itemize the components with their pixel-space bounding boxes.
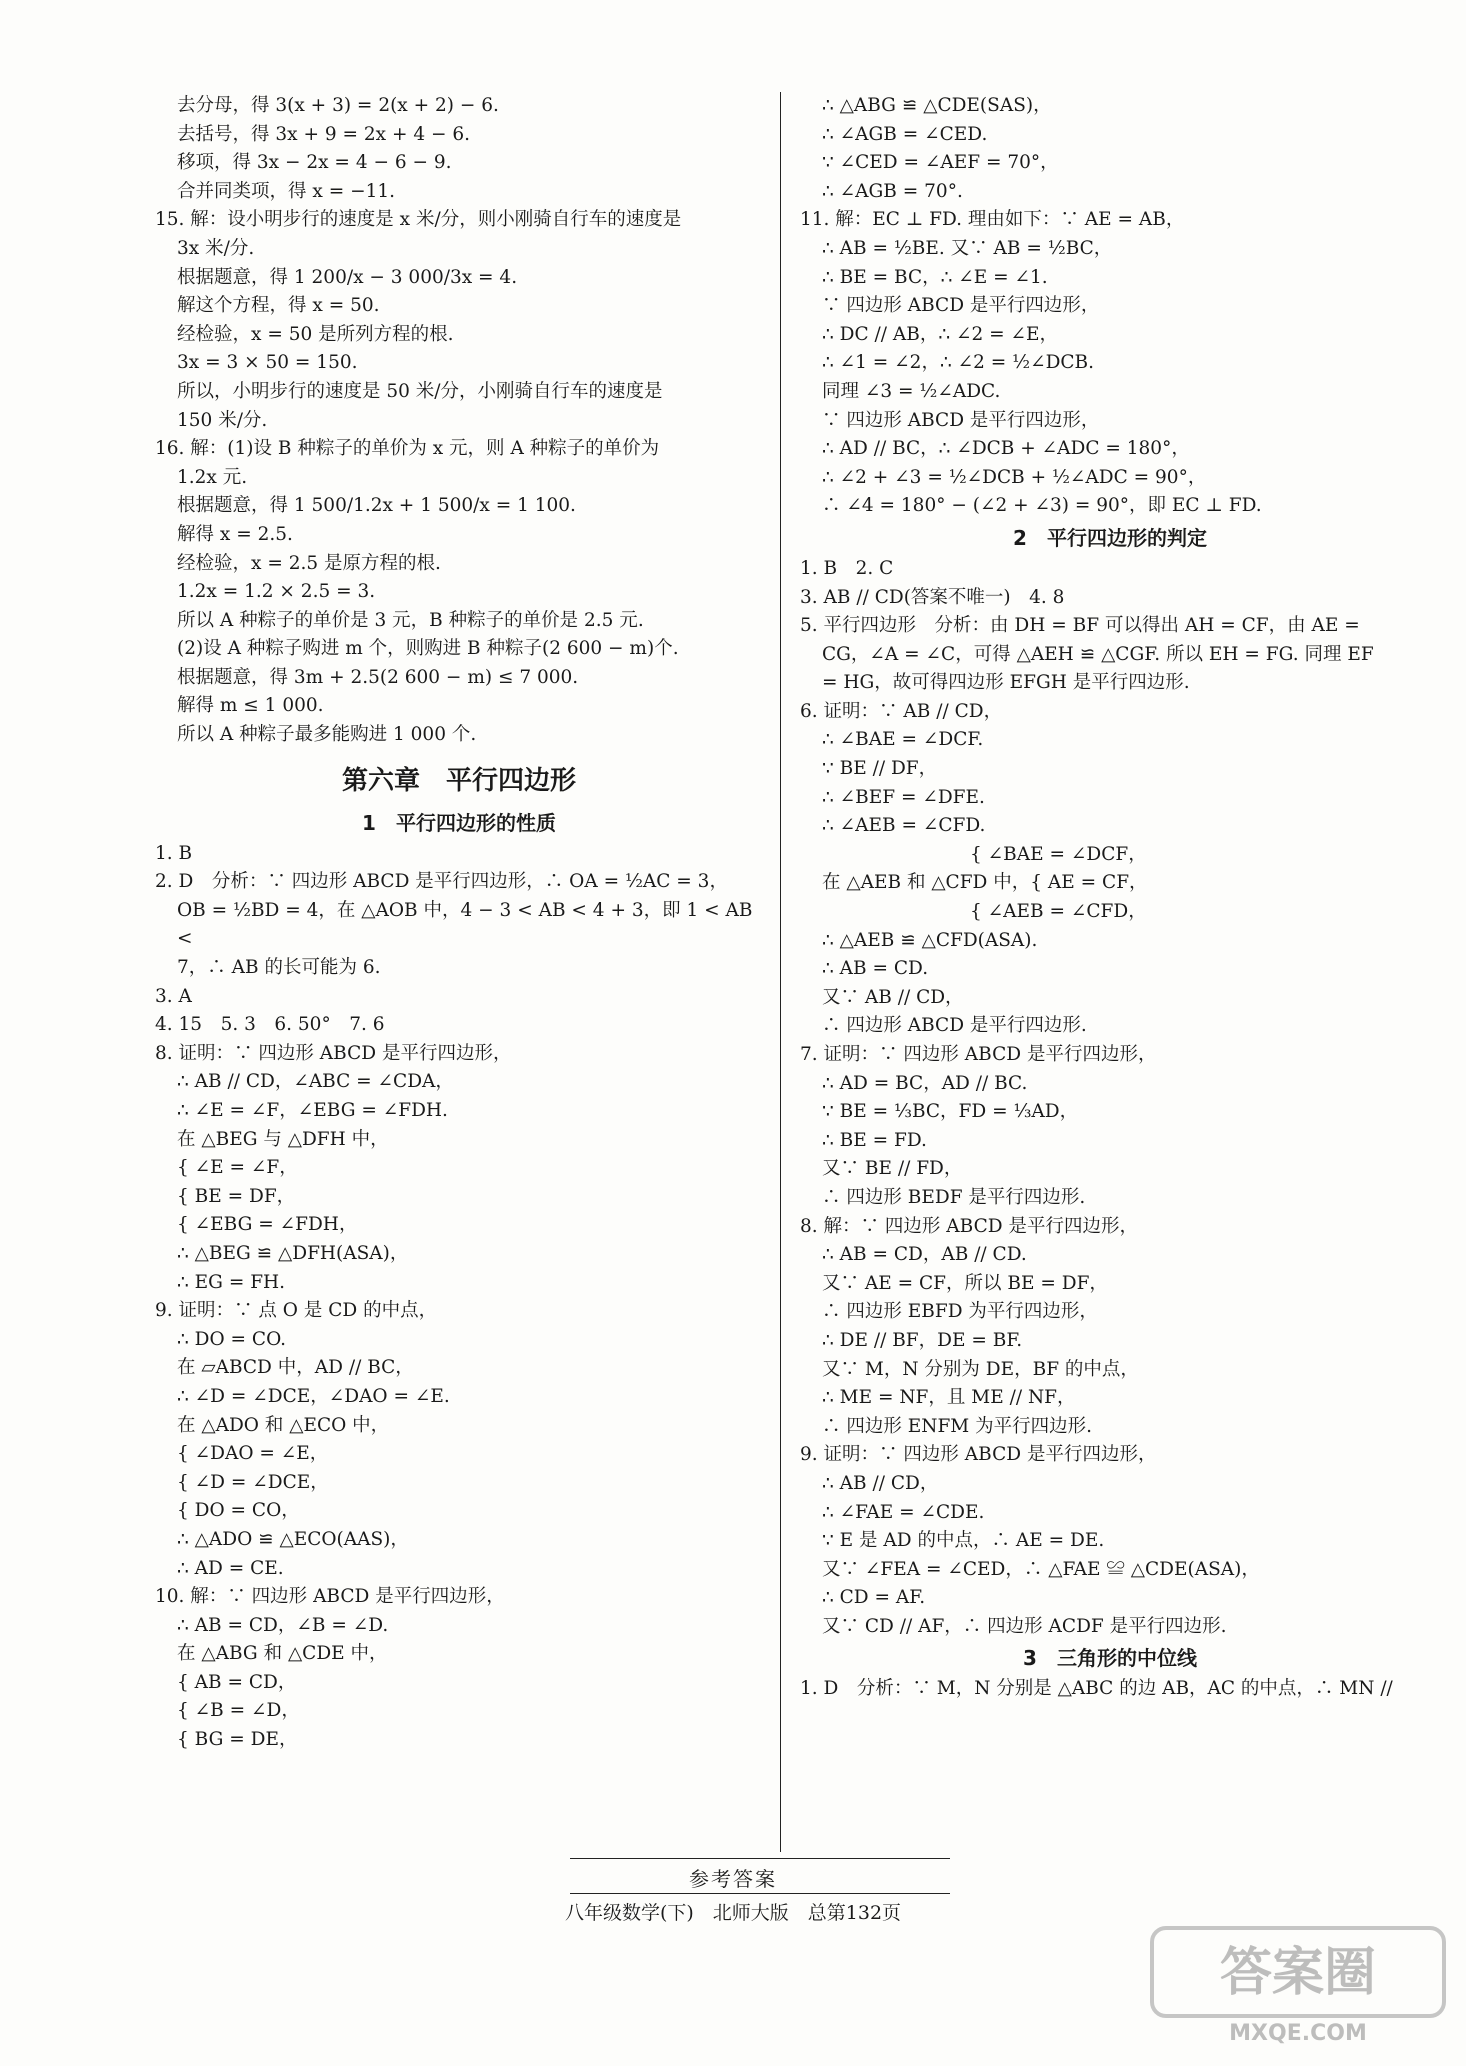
footer-page-info: 八年级数学(下) 北师大版 总第132页 <box>564 1902 902 1924</box>
answer-line: ∴ BE = FD. <box>822 1129 927 1151</box>
answer-line: ∴ DC // AB，∴ ∠2 = ∠E， <box>822 323 1059 345</box>
answer-line: 在 △BEG 与 △DFH 中， <box>177 1128 389 1150</box>
answer-line: { ∠B = ∠D， <box>177 1700 300 1722</box>
answer-line: ∴ EG = FH. <box>177 1271 286 1293</box>
answer-line: { BG = DE， <box>177 1729 298 1751</box>
answer-line: ∴ AB = CD. <box>822 958 929 980</box>
answer-line: { ∠D = ∠DCE， <box>177 1471 329 1493</box>
answer-line: 3x = 3 × 50 = 150. <box>177 352 358 374</box>
answer-line: 1. B 2. C <box>800 557 894 579</box>
answer-line: 根据题意，得 3m + 2.5(2 600 − m) ≤ 7 000. <box>177 666 579 688</box>
answer-line: ∴ △ADO ≌ △ECO(AAS)， <box>177 1528 409 1550</box>
answer-line: 1.2x 元. <box>177 466 248 488</box>
svg-text:MXQE.COM: MXQE.COM <box>1229 2021 1367 2046</box>
answer-line: 15. 解：设小明步行的速度是 x 米/分，则小刚骑自行车的速度是 <box>155 209 682 231</box>
answer-line: ∴ ∠AGB = ∠CED. <box>822 123 988 145</box>
section-title: 1 平行四边形的性质 <box>362 810 556 835</box>
answer-line: 4. 15 5. 3 6. 50° 7. 6 <box>155 1014 385 1036</box>
answer-line: 5. 平行四边形 分析：由 DH = BF 可以得出 AH = CF，由 AE = <box>800 615 1360 637</box>
answer-line: 解这个方程，得 x = 50. <box>177 295 380 317</box>
answer-line: ∴ ∠BEF = ∠DFE. <box>822 786 985 808</box>
section-title: 3 三角形的中位线 <box>1023 1646 1197 1671</box>
answer-line: 去分母，得 3(x + 3) = 2(x + 2) − 6. <box>177 95 499 116</box>
answer-line: 在 ▱ABCD 中，AD // BC， <box>177 1357 414 1379</box>
answer-line: { ∠DAO = ∠E， <box>177 1443 329 1465</box>
answer-line: 合并同类项，得 x = −11. <box>177 180 395 202</box>
answer-line: { BE = DF， <box>177 1185 296 1207</box>
answer-line: (2)设 A 种粽子购进 m 个，则购进 B 种粽子(2 600 − m)个. <box>177 638 679 660</box>
answer-line: 又∵ AE = CF，所以 BE = DF， <box>822 1272 1108 1294</box>
answer-line: 10. 解：∵ 四边形 ABCD 是平行四边形， <box>155 1586 505 1608</box>
answer-line: 所以，小明步行的速度是 50 米/分，小刚骑自行车的速度是 <box>177 380 663 402</box>
answer-line: 去括号，得 3x + 9 = 2x + 4 − 6. <box>177 123 471 145</box>
answer-line: ∴ △AEB ≌ △CFD(ASA). <box>822 929 1038 951</box>
answer-line: ∴ △BEG ≌ △DFH(ASA)， <box>177 1242 409 1264</box>
answer-line: ∴ AB = CD，∠B = ∠D. <box>177 1614 389 1636</box>
answer-line: 2. D 分析：∵ 四边形 ABCD 是平行四边形，∴ OA = ½AC = 3， <box>155 871 728 893</box>
answer-line: 同理 ∠3 = ½∠ADC. <box>822 380 1001 402</box>
answer-line: ∴ DE // BF，DE = BF. <box>822 1329 1023 1351</box>
answer-line: 又∵ CD // AF，∴ 四边形 ACDF 是平行四边形. <box>822 1615 1227 1637</box>
answer-line: 移项，得 3x − 2x = 4 − 6 − 9. <box>177 152 452 174</box>
answer-line: 又∵ ∠FEA = ∠CED，∴ △FAE ≌ △CDE(ASA)， <box>822 1558 1260 1580</box>
watermark-logo <box>1148 1918 1448 2048</box>
answer-line: ∴ ∠D = ∠DCE，∠DAO = ∠E. <box>177 1385 450 1407</box>
answer-line: { ∠AEB = ∠CFD， <box>822 901 1147 923</box>
answer-line: ∵ ∠CED = ∠AEF = 70°， <box>822 152 1059 174</box>
svg-text:答案圈: 答案圈 <box>1219 1943 1377 2003</box>
answer-line: { DO = CO， <box>177 1500 300 1522</box>
answer-line: { ∠BAE = ∠DCF， <box>822 843 1147 865</box>
answer-line: 根据题意，得 1 200/x − 3 000/3x = 4. <box>177 266 518 288</box>
answer-line: 9. 证明：∵ 四边形 ABCD 是平行四边形， <box>800 1444 1157 1466</box>
answer-line: 8. 解：∵ 四边形 ABCD 是平行四边形， <box>800 1215 1138 1237</box>
answer-line: 3. AB // CD(答案不唯一) 4. 8 <box>800 586 1065 608</box>
answer-line: ∴ AD // BC，∴ ∠DCB + ∠ADC = 180°， <box>822 438 1190 460</box>
answer-line: ∴ DO = CO. <box>177 1328 287 1350</box>
answer-line: 150 米/分. <box>177 409 268 431</box>
answer-line: ∴ ∠1 = ∠2，∴ ∠2 = ½∠DCB. <box>822 352 1095 374</box>
answer-line: 解得 x = 2.5. <box>177 523 293 545</box>
answer-line: ∵ BE // DF， <box>822 758 938 780</box>
answer-line: ∴ ∠AGB = 70°. <box>822 180 963 202</box>
answer-line: 11. 解：EC ⊥ FD. 理由如下：∵ AE = AB， <box>800 209 1185 231</box>
answer-line: 3x 米/分. <box>177 237 255 259</box>
answer-line: ∴ ∠BAE = ∠DCF. <box>822 729 984 751</box>
answer-line: ∴ 四边形 ABCD 是平行四边形. <box>822 1015 1087 1037</box>
answer-line: 又∵ M，N 分别为 DE，BF 的中点， <box>822 1358 1139 1380</box>
answer-line: ∴ ∠FAE = ∠CDE. <box>822 1501 985 1523</box>
answer-line: CG，∠A = ∠C，可得 △AEH ≌ △CGF. 所以 EH = FG. 同理 EF <box>822 643 1374 665</box>
answer-line: 所以 A 种粽子的单价是 3 元，B 种粽子的单价是 2.5 元. <box>177 609 644 631</box>
answer-line: 1. D 分析：∵ M，N 分别是 △ABC 的边 AB，AC 的中点，∴ MN // <box>800 1678 1393 1700</box>
answer-line: ∴ △ABG ≌ △CDE(SAS)， <box>822 95 1052 116</box>
answer-line: 7. 证明：∵ 四边形 ABCD 是平行四边形， <box>800 1044 1157 1065</box>
answer-line: 3. A <box>155 985 192 1007</box>
answer-line: ∵ 四边形 ABCD 是平行四边形， <box>822 409 1100 431</box>
answer-line: 1. B <box>155 842 193 864</box>
left-column <box>155 92 763 1755</box>
answer-line: 16. 解：(1)设 B 种粽子的单价为 x 元，则 A 种粽子的单价为 <box>155 438 660 460</box>
answer-line: ∴ 四边形 BEDF 是平行四边形. <box>822 1186 1086 1208</box>
answer-line: OB = ½BD = 4，在 △AOB 中，4 − 3 < AB < 4 + 3，即 1 < AB < <box>177 899 759 950</box>
answer-line: 又∵ AB // CD， <box>822 986 964 1008</box>
answer-line: 所以 A 种粽子最多能购进 1 000 个. <box>177 724 477 746</box>
answer-line: 经检验，x = 2.5 是原方程的根. <box>177 552 441 574</box>
answer-line: ∴ AB // CD， <box>822 1472 939 1494</box>
answer-line: ∴ ∠AEB = ∠CFD. <box>822 815 986 837</box>
answer-line: 根据题意，得 1 500/1.2x + 1 500/x = 1 100. <box>177 495 576 517</box>
answer-line: ∴ CD = AF. <box>822 1587 926 1609</box>
answer-line: ∴ AB = ½BE. 又∵ AB = ½BC， <box>822 237 1113 259</box>
footer-rule-bottom <box>570 1893 950 1894</box>
answer-line: 6. 证明：∵ AB // CD， <box>800 700 1003 722</box>
answer-line: ∵ 四边形 ABCD 是平行四边形， <box>822 295 1100 317</box>
answer-line: { ∠E = ∠F， <box>177 1157 298 1179</box>
answer-line: ∴ AB // CD，∠ABC = ∠CDA， <box>177 1071 454 1093</box>
answer-line: ∴ ME = NF，且 ME // NF， <box>822 1387 1076 1409</box>
answer-line: 在 △ADO 和 △ECO 中， <box>177 1414 390 1436</box>
answer-line: 在 △ABG 和 △CDE 中， <box>177 1643 388 1665</box>
answer-line: 1.2x = 1.2 × 2.5 = 3. <box>177 581 376 603</box>
answer-line: ∴ AD = BC，AD // BC. <box>822 1072 1028 1094</box>
answer-line: 解得 m ≤ 1 000. <box>177 695 324 717</box>
section-title: 2 平行四边形的判定 <box>1013 525 1207 550</box>
answer-line: = HG，故可得四边形 EFGH 是平行四边形. <box>822 672 1190 694</box>
answer-line: { ∠EBG = ∠FDH， <box>177 1214 358 1236</box>
answer-line: ∴ ∠2 + ∠3 = ½∠DCB + ½∠ADC = 90°， <box>822 466 1207 488</box>
answer-line: 7，∴ AB 的长可能为 6. <box>177 957 381 979</box>
answer-line: 在 △AEB 和 △CFD 中，{ AE = CF， <box>822 872 1148 894</box>
answer-line: ∴ BE = BC，∴ ∠E = ∠1. <box>822 266 1048 288</box>
answer-line: { AB = CD， <box>177 1671 297 1693</box>
footer-title: 参考答案 <box>689 1867 777 1891</box>
answer-line: ∵ BE = ⅓BC，FD = ⅓AD， <box>822 1101 1079 1123</box>
answer-line: ∴ ∠E = ∠F，∠EBG = ∠FDH. <box>177 1100 448 1121</box>
answer-line: 9. 证明：∵ 点 O 是 CD 的中点， <box>155 1300 438 1322</box>
right-column <box>800 92 1420 1704</box>
column-divider <box>780 92 781 1852</box>
answer-line: 经检验，x = 50 是所列方程的根. <box>177 323 454 345</box>
answer-line: ∵ E 是 AD 的中点，∴ AE = DE. <box>822 1530 1105 1552</box>
answer-line: 又∵ BE // FD， <box>822 1158 963 1180</box>
answer-line: ∴ ∠4 = 180° − (∠2 + ∠3) = 90°，即 EC ⊥ FD. <box>822 495 1262 517</box>
answer-line: ∴ AD = CE. <box>177 1557 284 1579</box>
chapter-title: 第六章 平行四边形 <box>341 765 576 796</box>
answer-line: ∴ 四边形 ENFM 为平行四边形. <box>822 1415 1092 1437</box>
answer-line: ∴ AB = CD，AB // CD. <box>822 1244 1027 1266</box>
answer-line: 8. 证明：∵ 四边形 ABCD 是平行四边形， <box>155 1042 512 1064</box>
footer-rule-top <box>570 1858 950 1859</box>
answer-line: ∴ 四边形 EBFD 为平行四边形， <box>822 1301 1098 1323</box>
